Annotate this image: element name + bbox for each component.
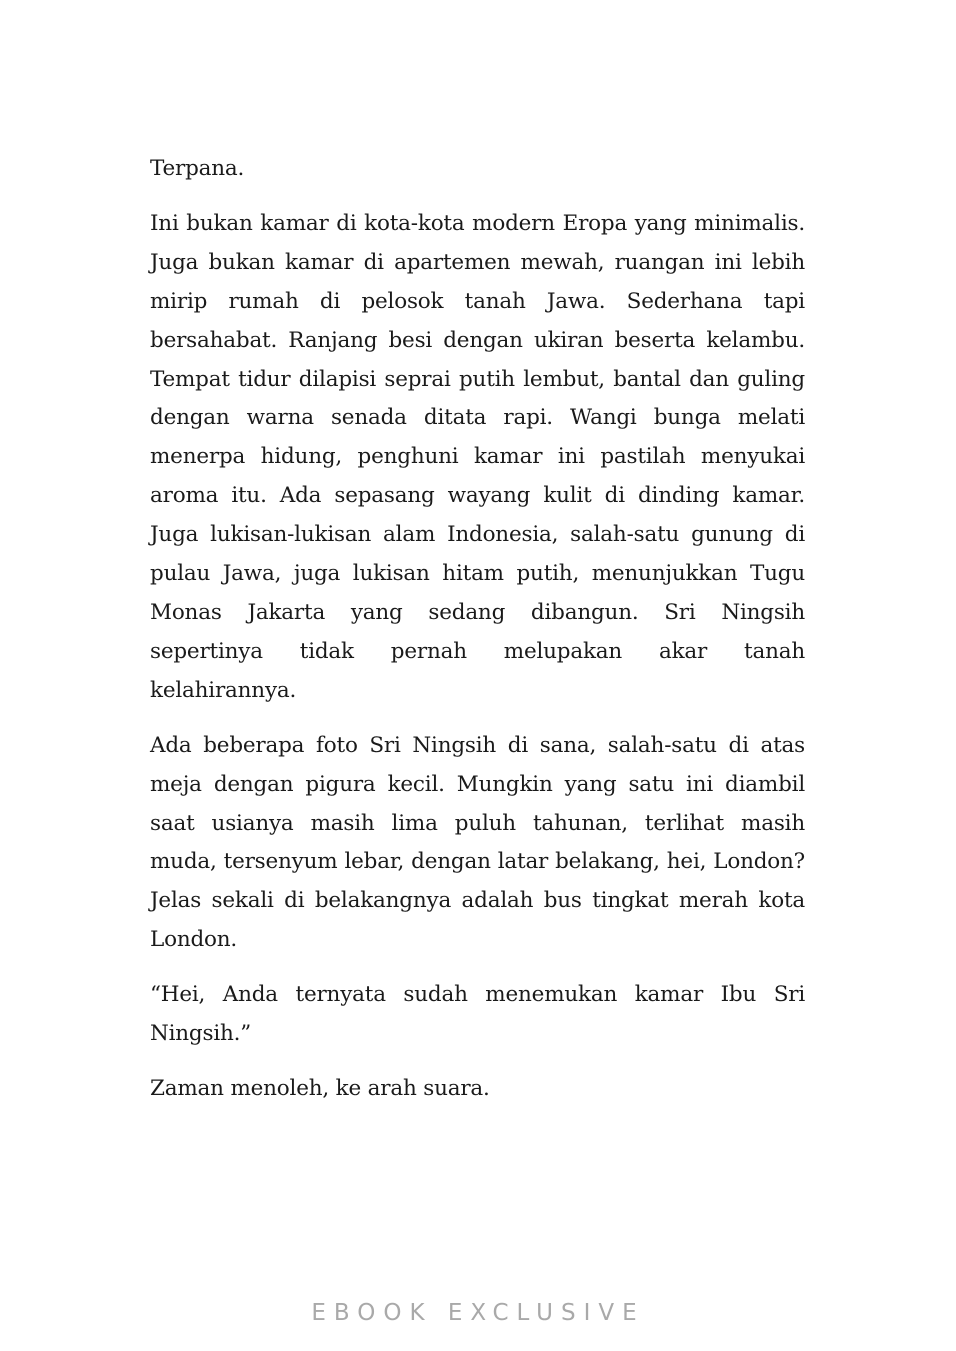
paragraph-1: Terpana. xyxy=(150,156,245,181)
paragraph-2: Ini bukan kamar di kota-kota modern Eropa yang minimalis. Juga bukan kamar di apartemen mewah, ruangan ini lebih mirip rumah di pelosok tanah Jawa. Sederhana tapi bersahabat. Ranjang besi dengan ukiran beserta kelambu. Tempat tidur dilapisi seprai putih lembut, bantal dan guling dengan warna senada ditata rapi. Wangi bunga melati menerpa hidung, penghuni kamar ini pastilah menyukai aroma itu. Ada sepasang wayang kulit di dinding kamar. Juga lukisan-lukisan alam Indonesia, salah-satu gunung di pulau Jawa, juga lukisan hitam putih, menunjukkan Tugu Monas Jakarta yang sedang dibangun. Sri Ningsih sepertinya tidak pernah melupakan akar tanah kelahirannya. xyxy=(150,210,805,703)
paragraph-4: “Hei, Anda ternyata sudah menemukan kamar Ibu Sri Ningsih.” xyxy=(150,982,805,1047)
paragraph-5: Zaman menoleh, ke arah suara. xyxy=(150,1075,490,1101)
paragraph-3: Ada beberapa foto Sri Ningsih di sana, salah-satu di atas meja dengan pigura kecil. Mungkin yang satu ini diambil saat usianya masih lima puluh tahunan, terlihat masih muda, tersenyum lebar, dengan latar belakang, hei, London? Jelas sekali di belakangnya adalah bus tingkat merah kota London. xyxy=(150,732,805,953)
body-text xyxy=(150,150,805,1125)
footer-label: EBOOK EXCLUSIVE xyxy=(311,1300,645,1326)
